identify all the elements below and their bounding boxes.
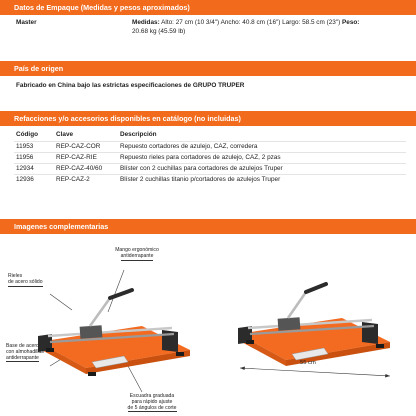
- cell-description: Repuesto cortadores de azulejo, CAZ, corredera: [118, 141, 406, 152]
- product-images: [0, 234, 416, 416]
- measures-label: Medidas:: [132, 19, 160, 26]
- tile-cutter-dimension-image: [230, 264, 400, 384]
- table-row: [14, 141, 406, 152]
- callout-handle: [102, 248, 172, 261]
- packaging-section: [0, 15, 416, 49]
- origin-header: País de origen: [0, 61, 416, 76]
- images-header: Imagenes complementarias: [0, 219, 416, 234]
- callout-square-line1: Escuadra graduada: [129, 393, 175, 399]
- origin-section: [0, 76, 416, 100]
- cell-code: 12936: [14, 174, 54, 185]
- callout-square-line3: de 5 ángulos de corte: [127, 404, 177, 411]
- accessories-table: [14, 129, 406, 185]
- callout-rails: [8, 274, 58, 287]
- accessories-header: Refacciones y/o accesorios disponibles en catálogo (no incluidas): [0, 111, 416, 126]
- callout-base-line1: Base de acero: [6, 343, 39, 349]
- callout-handle-line2: antiderrapante: [120, 252, 154, 259]
- cell-key: REP-CAZ-RIE: [54, 152, 118, 163]
- cell-description: Repuesto rieles para cortadores de azulejo, CAZ, 2 pzas: [118, 152, 406, 163]
- origin-text: Fabricado en China bajo las estrictas especificaciones de GRUPO TRUPER: [16, 82, 245, 89]
- cell-key: REP-CAZ-40/60: [54, 163, 118, 174]
- master-row: [16, 19, 406, 36]
- weight-label: Peso:: [342, 19, 360, 26]
- cell-code: 11953: [14, 141, 54, 152]
- master-label: Master: [16, 19, 37, 26]
- callout-base-line2: con almohadillas: [6, 348, 44, 355]
- packaging-header: Datos de Empaque (Medidas y pesos aproximados): [0, 0, 416, 15]
- master-value: [132, 19, 372, 36]
- col-code: Código: [16, 131, 39, 139]
- table-row: [14, 152, 406, 163]
- col-description: Descripción: [120, 131, 157, 139]
- col-key: Clave: [56, 131, 74, 139]
- callout-base-line3: antiderrapante: [6, 354, 39, 361]
- table-row: [14, 174, 406, 185]
- weight-text: 20.68 kg (45.59 lb): [132, 27, 186, 35]
- cell-code: 11956: [14, 152, 54, 163]
- cell-key: REP-CAZ-COR: [54, 141, 118, 152]
- cell-key: REP-CAZ-2: [54, 174, 118, 185]
- table-header-row: [14, 129, 406, 141]
- dimension-label: 55 cm: [300, 360, 316, 366]
- callout-square: [112, 394, 192, 412]
- cell-description: Blíster 2 cuchillas titanio p/cortadores de azulejos Truper: [118, 174, 406, 185]
- measures-text: Alto: 27 cm (10 3/4") Ancho: 40.8 cm (16") Largo: 58.5 cm (23"): [161, 19, 341, 26]
- callout-base: [6, 344, 66, 362]
- callout-handle-line1: Mango ergonómico: [115, 247, 159, 253]
- table-row: [14, 163, 406, 174]
- callout-rails-line1: Rieles: [8, 273, 23, 279]
- cell-code: 12934: [14, 163, 54, 174]
- callout-rails-line2: de acero sólido: [8, 278, 43, 285]
- callout-square-line2: para rápido ajuste: [131, 398, 173, 405]
- cell-description: Blíster con 2 cuchillas para cortadores de azulejos Truper: [118, 163, 406, 174]
